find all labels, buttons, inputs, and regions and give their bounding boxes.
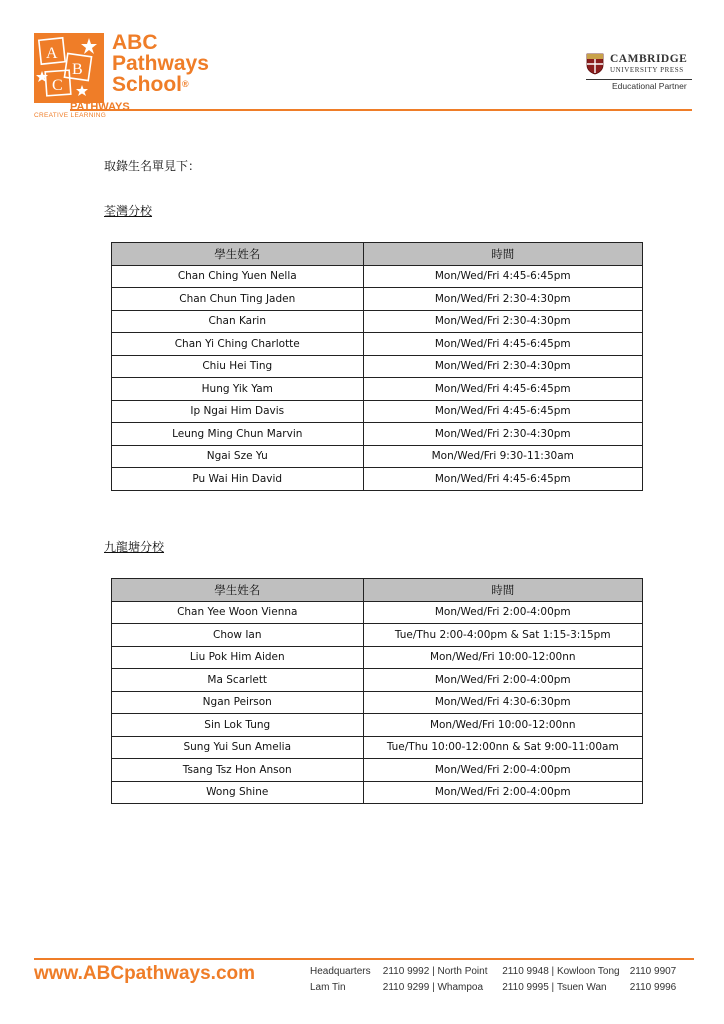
- branch-label: Whampoa: [437, 982, 484, 993]
- branch-label: North Point: [437, 966, 488, 977]
- table-row: [112, 355, 643, 378]
- student-name: Leung Ming Chun Marvin: [112, 423, 364, 446]
- section-title-kowloon-tong: 九龍塘分校: [104, 540, 165, 554]
- table-header-row: [112, 243, 643, 266]
- class-time: Mon/Wed/Fri 2:00-4:00pm: [363, 781, 643, 804]
- table-row: [112, 265, 643, 288]
- student-name: Chiu Hei Ting: [112, 355, 364, 378]
- roster-table-kowloon-tong: [111, 578, 643, 804]
- student-name: Chan Yi Ching Charlotte: [112, 333, 364, 356]
- partner-role: Educational Partner: [612, 81, 687, 91]
- column-header-student-name: 學生姓名: [112, 243, 364, 266]
- svg-text:C: C: [52, 77, 63, 94]
- partner-name: CAMBRIDGE: [610, 53, 688, 65]
- table-row: [112, 333, 643, 356]
- branch-phone: 2110 9992: [382, 966, 430, 977]
- class-time: Mon/Wed/Fri 4:30-6:30pm: [363, 691, 643, 714]
- student-name: Chan Ching Yuen Nella: [112, 265, 364, 288]
- class-time: Tue/Thu 2:00-4:00pm & Sat 1:15-3:15pm: [363, 624, 643, 647]
- svg-text:B: B: [72, 61, 83, 78]
- student-name: Tsang Tsz Hon Anson: [112, 759, 364, 782]
- column-header-time: 時間: [363, 243, 643, 266]
- student-name: Chan Chun Ting Jaden: [112, 288, 364, 311]
- class-time: Mon/Wed/Fri 2:00-4:00pm: [363, 759, 643, 782]
- table-row: [112, 759, 643, 782]
- intro-text: 取錄生名單見下：: [104, 159, 201, 173]
- branch-contacts: [310, 964, 676, 996]
- student-name: Ip Ngai Him Davis: [112, 400, 364, 423]
- class-time: Mon/Wed/Fri 10:00-12:00nn: [363, 714, 643, 737]
- table-header-row: [112, 579, 643, 602]
- class-time: Mon/Wed/Fri 4:45-6:45pm: [363, 265, 643, 288]
- table-row: [112, 646, 643, 669]
- class-time: Mon/Wed/Fri 2:30-4:30pm: [363, 355, 643, 378]
- branch-phone: 2110 9995: [502, 982, 549, 993]
- table-row: [112, 691, 643, 714]
- roster-table-tsuen-wan: [111, 242, 643, 491]
- student-name: Pu Wai Hin David: [112, 468, 364, 491]
- table-row: [112, 714, 643, 737]
- student-name: Ma Scarlett: [112, 669, 364, 692]
- school-name: ABC Pathways School®: [112, 31, 209, 96]
- student-name: Ngan Peirson: [112, 691, 364, 714]
- class-time: Mon/Wed/Fri 2:30-4:30pm: [363, 288, 643, 311]
- branch-label: Tsuen Wan: [556, 982, 607, 993]
- table-row: [112, 310, 643, 333]
- student-name: Wong Shine: [112, 781, 364, 804]
- student-name: Ngai Sze Yu: [112, 445, 364, 468]
- class-time: Mon/Wed/Fri 2:00-4:00pm: [363, 601, 643, 624]
- partner-divider: [586, 79, 692, 80]
- contact-row: Lam Tin 2110 9299 | Whampoa 2110 9995 | Tsuen Wan 2110 9996: [310, 980, 676, 996]
- branch-label: Kowloon Tong: [556, 966, 620, 977]
- class-time: Tue/Thu 10:00-12:00nn & Sat 9:00-11:00am: [363, 736, 643, 759]
- class-time: Mon/Wed/Fri 10:00-12:00nn: [363, 646, 643, 669]
- header-divider: [70, 109, 692, 111]
- branch-phone: 2110 9996: [629, 982, 677, 993]
- class-time: Mon/Wed/Fri 2:30-4:30pm: [363, 310, 643, 333]
- table-row: [112, 423, 643, 446]
- student-name: Hung Yik Yam: [112, 378, 364, 401]
- class-time: Mon/Wed/Fri 2:00-4:00pm: [363, 669, 643, 692]
- table-row: [112, 669, 643, 692]
- column-header-time: 時間: [363, 579, 643, 602]
- school-logo: [34, 33, 104, 103]
- table-row: [112, 288, 643, 311]
- column-header-student-name: 學生姓名: [112, 579, 364, 602]
- student-name: Chan Yee Woon Vienna: [112, 601, 364, 624]
- table-row: [112, 781, 643, 804]
- tagline: CREATIVE LEARNING: [34, 112, 107, 119]
- table-row: [112, 601, 643, 624]
- student-name: Chow Ian: [112, 624, 364, 647]
- cambridge-shield-icon: [586, 53, 604, 75]
- branch-phone: 2110 9299: [382, 982, 430, 993]
- class-time: Mon/Wed/Fri 2:30-4:30pm: [363, 423, 643, 446]
- table-row: [112, 624, 643, 647]
- class-time: Mon/Wed/Fri 4:45-6:45pm: [363, 378, 643, 401]
- logo-pathways-text: PATHWAYS: [70, 101, 130, 113]
- contact-row: Headquarters 2110 9992 | North Point 2110 9948 | Kowloon Tong 2110 9907: [310, 964, 676, 980]
- branch-phone: 2110 9907: [629, 966, 677, 977]
- table-row: [112, 736, 643, 759]
- table-row: [112, 400, 643, 423]
- student-name: Chan Karin: [112, 310, 364, 333]
- section-title-tsuen-wan: 荃灣分校: [104, 204, 153, 218]
- class-time: Mon/Wed/Fri 4:45-6:45pm: [363, 468, 643, 491]
- class-time: Mon/Wed/Fri 9:30-11:30am: [363, 445, 643, 468]
- branch-label: Headquarters: [310, 966, 371, 977]
- class-time: Mon/Wed/Fri 4:45-6:45pm: [363, 400, 643, 423]
- branch-label: Lam Tin: [310, 982, 346, 993]
- student-name: Sin Lok Tung: [112, 714, 364, 737]
- svg-text:A: A: [46, 45, 58, 62]
- branch-phone: 2110 9948: [502, 966, 549, 977]
- partner-subtitle: UNIVERSITY PRESS: [610, 66, 684, 74]
- table-row: [112, 468, 643, 491]
- table-row: [112, 445, 643, 468]
- table-row: [112, 378, 643, 401]
- website-link[interactable]: www.ABCpathways.com: [34, 963, 256, 984]
- student-name: Sung Yui Sun Amelia: [112, 736, 364, 759]
- class-time: Mon/Wed/Fri 4:45-6:45pm: [363, 333, 643, 356]
- footer-divider: [34, 958, 694, 960]
- student-name: Liu Pok Him Aiden: [112, 646, 364, 669]
